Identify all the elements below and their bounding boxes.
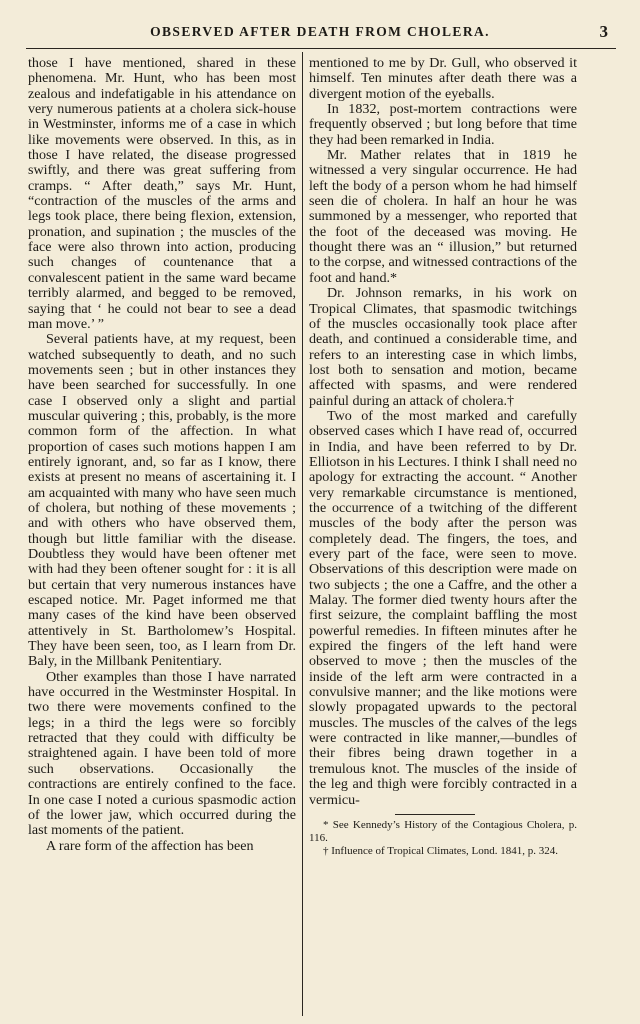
column-divider [302,52,303,1016]
footnote-rule [395,814,475,815]
paragraph: Mr. Mather relates that in 1819 he witnessed a very singular occurrence. He had left the body of a person whom he had himself seen die of cholera. In half an hour he was summoned by a messenger, who reported that the foot of the deceased was moving. He thought there was an “ illusion,” but returned to the corpse, and witnessed contractions of the foot and hand.* [309,147,577,286]
paragraph: those I have mentioned, shared in these phenomena. Mr. Hunt, who has been most zealous and indefatigable in his attendance on very numerous patients at a cholera sick-house in Westminster, informs me of a case in which like movements were observed. In this, as in those I have related, the disease progressed swiftly, and there was great suffering from cramps. “ After death,” says Mr. Hunt, “contraction of the muscles of the arms and legs took place, there being flexion, extension, pronation, and supination ; the muscles of the face were also thrown into action, producing such changes of countenance that a convalescent patient in the same ward became terribly alarmed, and begged to be removed, saying that ‘ he could not bear to see a dead man move.’ ” [28,55,296,332]
paragraph: In 1832, post-mortem contractions were frequently observed ; but long before that time they had been remarked in India. [309,101,577,148]
paragraph: A rare form of the affection has been [46,837,254,854]
footnote: † Influence of Tropical Climates, Lond. 1841, p. 324. [323,844,558,857]
footnote: * See Kennedy’s History of the Contagious Cholera, p. 116. [309,818,577,844]
right-column [309,56,577,858]
running-title: OBSERVED AFTER DEATH FROM CHOLERA. [150,24,490,39]
left-column [28,56,296,854]
paragraph: Several patients have, at my request, been watched subsequently to death, and no such movements seen ; but in other instances they have been searched for successfully. In one case I observed only a slight and partial muscular quivering ; this, probably, is the more common form of the affection. In what proportion of cases such motions happen I am entirely ignorant, and, so far as I know, there exists at present no means of ascertaining it. I am acquainted with many who have seen much of cholera, but nothing of these movements ; and with others who have observed them, though but little familiar with the disease. Doubtless they would have been oftener met with had they been oftener sought for : it is all but certain that very numerous instances have escaped notice. Mr. Paget informed me that many cases of the kind have been observed attentively in St. Bartholomew’s Hospital. They have been seen, too, as I learn from Dr. Baly, in the Millbank Penitentiary. [28,331,296,670]
header-rule [26,48,616,49]
paragraph: Dr. Johnson remarks, in his work on Tropical Climates, that spasmodic twitchings of the muscles occasionally took place after death, and continued a considerable time, and refers to an interesting case in which limbs, lost both to sensation and motion, became affected with spasms, and were rendered painful during an attack of cholera.† [309,285,577,409]
paragraph: mentioned to me by Dr. Gull, who observed it himself. Ten minutes after death there was a divergent motion of the eyeballs. [309,55,577,102]
page-header [30,24,610,46]
paragraph: Two of the most marked and carefully observed cases which I have read of, occurred in India, and have been referred to by Dr. Elliotson in his Lectures. I think I shall need no apology for extracting the account. “ Another very remarkable circumstance is mentioned, the occurrence of a twitching of the different muscles of the body after the person was completely dead. The fingers, the toes, and every part of the face, were seen to move. Observations of this description were made on two subjects ; the one a Caffre, and the other a Malay. The former died twenty hours after the first seizure, the complaint baffling the most powerful remedies. In fifteen minutes after he expired the fingers of the left hand were observed to move ; then the muscles of the inside of the left arm were contracted in a convulsive manner; and the like motions were slowly propagated upwards to the pectoral muscles. The muscles of the calves of the legs were contracted in like manner,—bundles of their fibres being drawn together in a tremulous knot. The muscles of the inside of the leg and thigh were forcibly contracted in a vermicu- [309,407,577,808]
paragraph: Other examples than those I have narrated have occurred in the Westminster Hospital. In two there were movements confined to the legs; in a third the legs were so forcibly retracted that they could with difficulty be straightened again. I have been told of more such observations. Occasionally the contractions are entirely confined to the face. In one case I noted a curious spasmodic action of the lower jaw, which occurred during the last moments of the patient. [28,668,296,839]
page-number: 3 [599,22,608,41]
